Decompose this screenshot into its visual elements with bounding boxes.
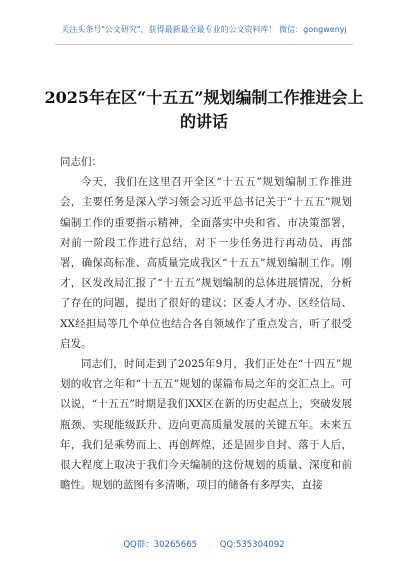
header-divider	[55, 44, 353, 45]
document-body	[60, 152, 352, 495]
footer-qq: QQ:535304092	[219, 540, 285, 550]
document-title: 2025年在区“十五五”规划编制工作推进会上的讲话	[44, 88, 364, 131]
greeting: 同志们：	[60, 156, 102, 168]
header-note: 关注头条号"公文研究"，获得最新最全最专业的公文资料库！ 微信：gongwenyj	[61, 25, 347, 34]
footer	[0, 538, 408, 550]
paragraph: 今天，我们在这里召开全区“十五五”规划编制工作推进会，主要任务是深入学习领会习近平总书记关于“十五五”规划编制工作的重要指示精神，全面落实中央和省、市决策部署，对前一阶段工作进行总结，对下一步任务进行再动员、再部署，确保高标准、高质量完成我区“十五五”规划编制工作。刚才，区发改局汇报了“十五五”规划编制的总体进展情况，分析了存在的问题，提出了很好的建议；区委人才办、区经信局、XX经担局等几个单位也结合各自领域作了重点发言，听了很受启发。	[60, 176, 352, 350]
paragraph: 同志们，时间走到了2025年9月，我们正处在“十四五”规划的收官之年和“十五五”规划的谋篇布局之年的交汇点上。可以说，“十五五”时期是我们XX区在新的历史起点上，突破发展瓶颈、实现能级跃升、迈向更高质量发展的关键五年。未来五年，我们是乘势而上、再创辉煌，还是固步自封、落于人后，很大程度上取决于我们今天编制的这份规划的质量、深度和前瞻性。规划的蓝图有多清晰，项目的储备有多厚实，直接	[60, 358, 352, 492]
footer-qq-group: QQ群：30265665	[123, 540, 198, 550]
